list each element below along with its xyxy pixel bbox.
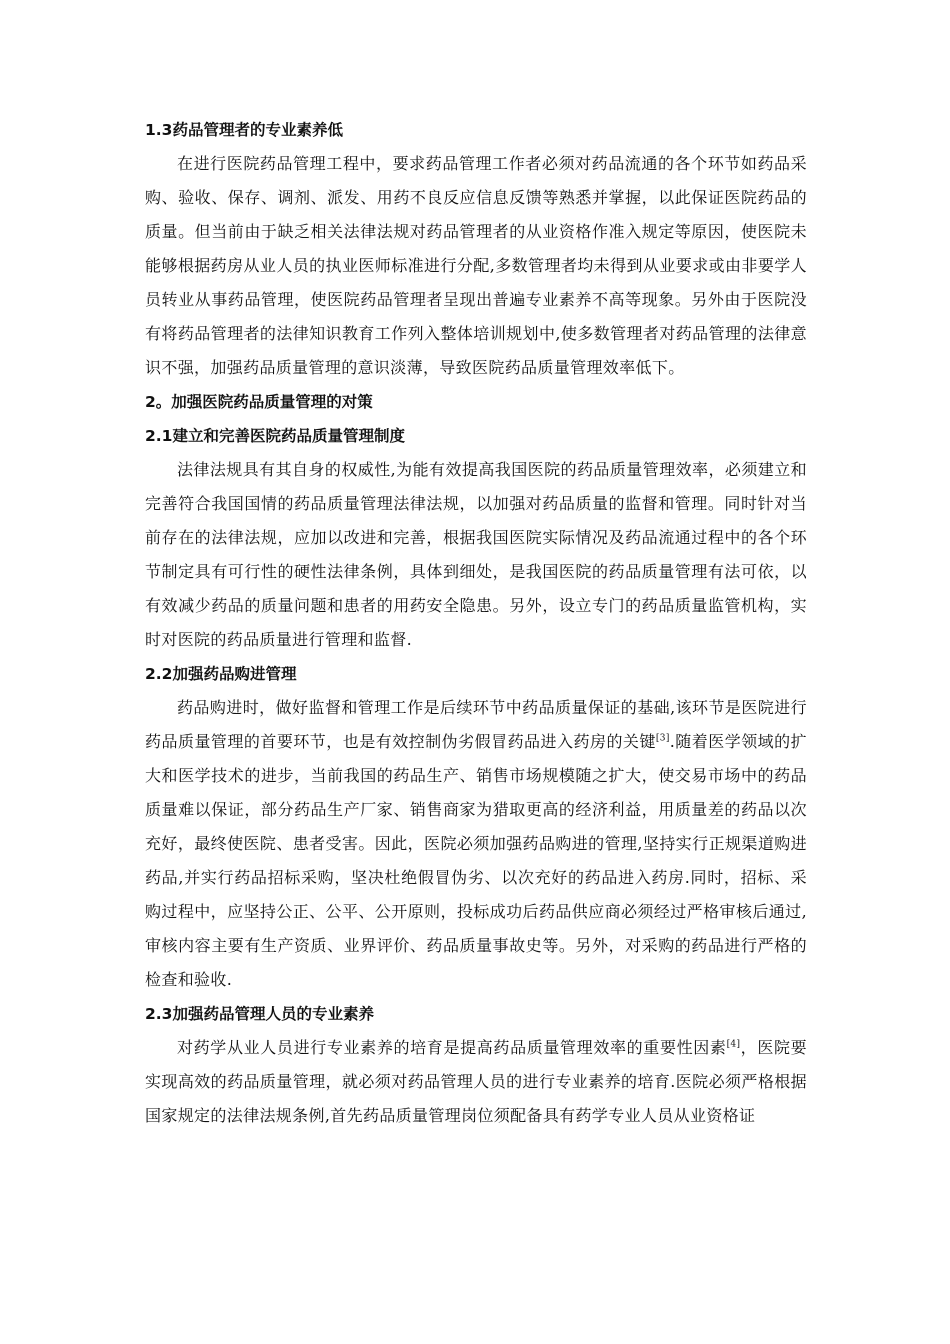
paragraph-text: 对药学从业人员进行专业素养的培育是提高药品质量管理效率的重要性因素 [177,1038,727,1057]
citation-ref-3: [3] [655,733,670,744]
section-paragraph-2-1: 法律法规具有其自身的权威性,为能有效提高我国医院的药品质量管理效率，必须建立和完善符合我国国情的药品质量管理法律法规，以加强对药品质量的监督和管理。同时针对当前存在的法律法规，应加以改进和完善，根据我国医院实际情况及药品流通过程中的各个环节制定具有可行性的硬性法律条例，具体到细处，是我国医院的药品质量管理有法可依，以有效减少药品的质量问题和患者的用药安全隐患。另外，设立专门的药品质量监管机构，实时对医院的药品质量进行管理和监督. [145,460,807,649]
paragraph-text: .随着医学领域的扩大和医学技术的进步，当前我国的药品生产、销售市场规模随之扩大，使交易市场中的药品质量难以保证，部分药品生产厂家、销售商家为猎取更高的经济利益，用质量差的药品以次充好，最终使医院、患者受害。因此，医院必须加强药品购进的管理,坚持实行正规渠道购进药品,并实行药品招标采购，坚决杜绝假冒伪劣、以次充好的药品进入药房.同时，招标、采购过程中，应坚持公正、公平、公开原则，投标成功后药品供应商必须经过严格审核后通过,审核内容主要有生产资质、业界评价、药品质量事故史等。另外，对采购的药品进行严格的检查和验收. [145,732,807,989]
paragraph-text: 药品购进时，做好监督和管理工作是后续环节中药品质量保证的基础,该环节是医院进行药品质量管理的首要环节，也是有效控制伪劣假冒药品进入药房的关键 [145,698,807,751]
document-page [145,113,807,1133]
section-paragraph-1-3: 在进行医院药品管理工程中，要求药品管理工作者必须对药品流通的各个环节如药品采购、验收、保存、调剂、派发、用药不良反应信息反馈等熟悉并掌握，以此保证医院药品的质量。但当前由于缺乏相关法律法规对药品管理者的从业资格作准入规定等原因，使医院未能够根据药房从业人员的执业医师标准进行分配,多数管理者均未得到从业要求或由非要学人员转业从事药品管理，使医院药品管理者呈现出普遍专业素养不高等现象。另外由于医院没有将药品管理者的法律知识教育工作列入整体培训规划中,使多数管理者对药品管理的法律意识不强，加强药品质量管理的意识淡薄，导致医院药品质量管理效率低下。 [145,154,807,377]
section-heading-1-3: 1.3药品管理者的专业素养低 [145,121,343,139]
section-heading-2: 2。加强医院药品质量管理的对策 [145,393,373,411]
section-heading-2-2: 2.2加强药品购进管理 [145,665,297,683]
paragraph-text: ，医院要实现高效的药品质量管理，就必须对药品管理人员的进行专业素养的培育.医院必须严格根据国家规定的法律法规条例,首先药品质量管理岗位须配备具有药学专业人员从业资格证 [145,1038,807,1125]
citation-ref-4: [4] [726,1039,741,1050]
section-heading-2-1: 2.1建立和完善医院药品质量管理制度 [145,427,405,445]
section-paragraph-2-3 [145,1031,807,1133]
section-paragraph-2-2 [145,691,807,997]
section-heading-2-3: 2.3加强药品管理人员的专业素养 [145,1005,374,1023]
